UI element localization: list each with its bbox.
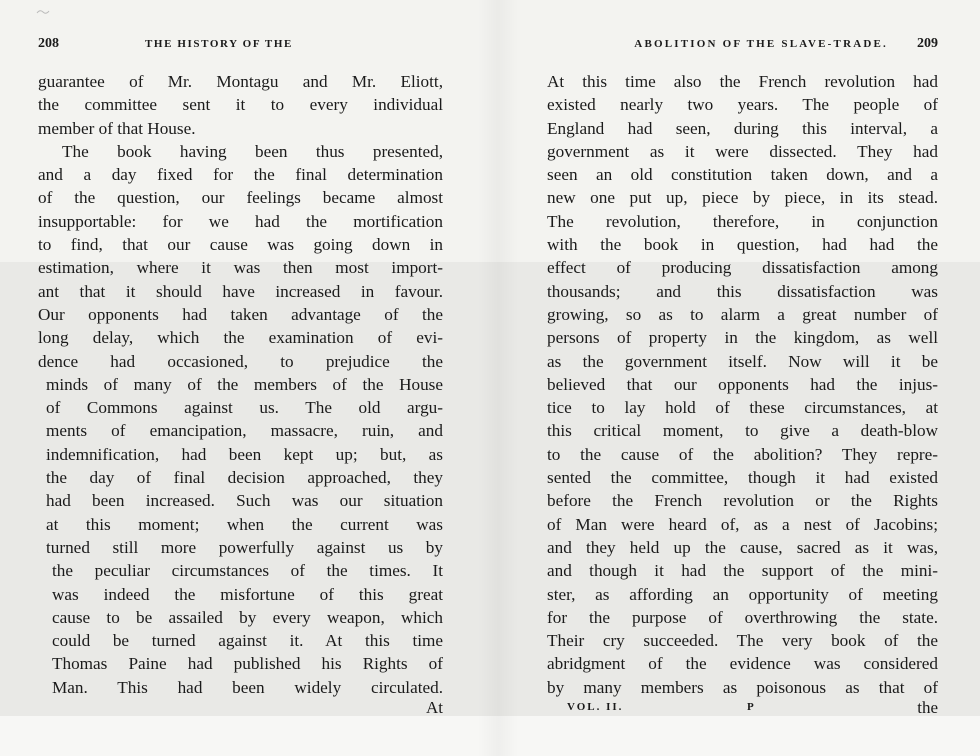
text-line: The book having been thus presented, — [62, 141, 443, 161]
text-line: guarantee of Mr. Montagu and Mr. Eliott, — [38, 72, 443, 91]
text-line: member of that House. — [38, 118, 196, 138]
text-line: Man. This had been widely circulated. — [52, 677, 443, 697]
text-line: to the cause of the abolition? They repre- — [547, 444, 938, 464]
page-number: 209 — [917, 36, 938, 51]
text-line: with the book in question, had had the — [547, 235, 938, 255]
left-page-footer — [38, 699, 443, 719]
text-line: the day of final decision approached, they — [46, 468, 443, 488]
text-line: ant that it should have increased in favour. — [38, 281, 443, 301]
signature-mark: P — [747, 701, 754, 713]
catchword: At — [426, 698, 443, 717]
text-line: persons of property in the kingdom, as well — [547, 328, 938, 348]
text-line: was indeed the misfortune of this great — [52, 584, 443, 604]
text-line: growing, so as to alarm a great number of — [547, 304, 938, 324]
page-number: 208 — [38, 36, 59, 51]
text-line: before the French revolution or the Rights — [547, 491, 938, 511]
text-line: tice to lay hold of these circumstances, at — [547, 398, 938, 418]
text-line: government as it were dissected. They had — [547, 141, 938, 161]
text-line: new one put up, piece by piece, in its stead. — [547, 188, 938, 208]
running-head-title: THE HISTORY OF THE — [145, 38, 293, 50]
text-line: At this time also the French revolution had — [547, 72, 938, 91]
catchword: the — [917, 698, 938, 717]
text-line: England had seen, during this interval, a — [547, 118, 938, 138]
text-line: ments of emancipation, massacre, ruin, and — [46, 421, 443, 441]
text-line: of Man were heard of, as a nest of Jacobins; — [547, 514, 938, 534]
book-gutter — [478, 0, 518, 756]
text-line: effect of producing dissatisfaction among — [547, 258, 938, 278]
text-line: the committee sent it to every individual — [38, 95, 443, 115]
text-line: abridgment of the evidence was considered — [547, 654, 938, 674]
text-line: long delay, which the examination of evi- — [38, 328, 443, 348]
text-line: insupportable: for we had the mortification — [38, 211, 443, 231]
text-line: estimation, where it was then most import- — [38, 258, 443, 278]
text-line: for the purpose of overthrowing the state. — [547, 607, 938, 627]
text-line: The revolution, therefore, in conjunction — [547, 211, 938, 231]
right-page-footer — [547, 699, 938, 719]
volume-signature: VOL. II. — [567, 701, 624, 713]
text-line: Our opponents had taken advantage of the — [38, 304, 443, 324]
text-line: believed that our opponents had the injus- — [547, 374, 938, 394]
text-line: had been increased. Such was our situation — [46, 491, 443, 511]
text-line: at this moment; when the current was — [46, 514, 443, 534]
text-line: thousands; and this dissatisfaction was — [547, 281, 938, 301]
text-line: this critical moment, to give a death-blow — [547, 421, 938, 441]
text-line: and a day fixed for the final determination — [38, 165, 443, 185]
left-body-text — [38, 70, 443, 699]
running-head-title: ABOLITION OF THE SLAVE-TRADE. — [634, 38, 888, 50]
text-line: ster, as affording an opportunity of meeting — [547, 584, 938, 604]
left-running-head — [38, 38, 443, 54]
text-line: Their cry succeeded. The very book of the — [547, 631, 938, 651]
text-line: and though it had the support of the mini- — [547, 561, 938, 581]
text-line: of Commons against us. The old argu- — [46, 398, 443, 418]
text-line: dence had occasioned, to prejudice the — [38, 351, 443, 371]
paper-speck — [36, 8, 50, 16]
text-line: and they held up the cause, sacred as it was, — [547, 537, 938, 557]
text-line: as the government itself. Now will it be — [547, 351, 938, 371]
text-line: the peculiar circumstances of the times. It — [52, 561, 443, 581]
text-line: minds of many of the members of the House — [46, 374, 443, 394]
text-line: to find, that our cause was going down in — [38, 235, 443, 255]
right-running-head — [547, 38, 938, 54]
text-line: cause to be assailed by every weapon, which — [52, 607, 443, 627]
text-line: seen an old constitution taken down, and a — [547, 165, 938, 185]
text-line: by many members as poisonous as that of — [547, 677, 938, 697]
text-line: could be turned against it. At this time — [52, 631, 443, 651]
text-line: of the question, our feelings became almost — [38, 188, 443, 208]
right-body-text — [547, 70, 938, 699]
text-line: existed nearly two years. The people of — [547, 95, 938, 115]
text-line: turned still more powerfully against us by — [46, 537, 443, 557]
text-line: Thomas Paine had published his Rights of — [52, 654, 443, 674]
text-line: sented the committee, though it had existed — [547, 468, 938, 488]
text-line: indemnification, had been kept up; but, as — [46, 444, 443, 464]
